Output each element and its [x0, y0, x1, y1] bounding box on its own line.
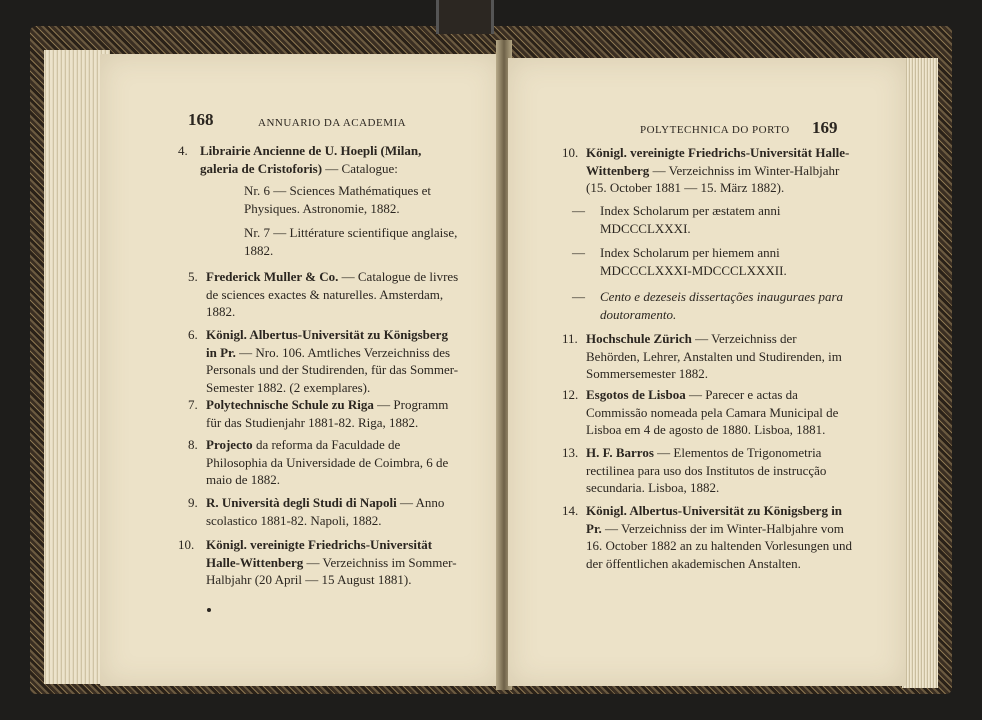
- catalog-entry: 5. Frederick Muller & Co. — Catalogue de livres de sciences exactes & naturelles. Amsterdam, 1882.: [188, 269, 459, 319]
- ink-mark: [207, 608, 211, 612]
- catalog-entry: — Cento e dezeseis dissertações inauguraes para doutoramento.: [572, 289, 844, 322]
- catalog-entry: 11. Hochschule Zürich — Verzeichniss der Behörden, Lehrer, Anstalten und Studirenden, im Sommersemester 1882.: [562, 331, 842, 381]
- page-edges-right: [902, 58, 938, 688]
- catalog-entry: 13. H. F. Barros — Elementos de Trigonometria rectilinea para uso dos Institutos de instrucção secundaria. Lisboa, 1882.: [562, 445, 827, 495]
- left-page: [100, 54, 500, 686]
- catalog-entry: — Index Scholarum per hiemem anni MDCCCLXXXI-MDCCCLXXXII.: [572, 245, 787, 278]
- catalog-entry: 6. Königl. Albertus-Universität zu Königsberg in Pr. — Nro. 106. Amtliches Verzeichniss des Personals und der Studirenden, für das Sommer-Semester 1882. (2 exemplares).: [188, 327, 459, 395]
- catalog-entry: 7. Polytechnische Schule zu Riga — Programm für das Studienjahr 1881-82. Riga, 1882.: [188, 397, 449, 430]
- catalog-entry: 14. Königl. Albertus-Universität zu Königsberg in Pr. — Verzeichniss der im Winter-Halbjahre vom 16. October 1882 an zu haltenden Vorlesungen und der öffentlichen akademischen Anstalten.: [562, 503, 852, 571]
- catalog-subentry: Nr. 6 — Sciences Mathématiques et Physiques. Astronomie, 1882.: [244, 183, 432, 216]
- book-spine: [436, 0, 494, 34]
- catalog-entry: 8. Projecto da reforma da Faculdade de Philosophia da Universidade de Coimbra, 6 de maio de 1882.: [188, 437, 449, 487]
- running-head: POLYTECHNICA DO PORTO: [640, 124, 790, 136]
- catalog-entry: 10. Königl. vereinigte Friedrichs-Universität Halle-Wittenberg — Verzeichniss im Winter-Halbjahr (15. October 1881 — 15. März 1882).: [562, 145, 850, 195]
- page-number: 169: [812, 118, 838, 137]
- catalog-entry: 9. R. Università degli Studi di Napoli — Anno scolastico 1881-82. Napoli, 1882.: [188, 495, 445, 528]
- catalog-entry: 10. Königl. vereinigte Friedrichs-Universität Halle-Wittenberg — Verzeichniss im Sommer-Halbjahr (20 April — 15 August 1881).: [178, 537, 457, 587]
- catalog-subentry: Nr. 7 — Littérature scientifique anglaise, 1882.: [244, 225, 458, 258]
- catalog-entry: 12. Esgotos de Lisboa — Parecer e actas da Commissão nomeada pela Camara Municipal de Lisboa em 4 de agosto de 1880. Lisboa, 1881.: [562, 387, 839, 437]
- running-head: ANNUARIO DA ACADEMIA: [258, 117, 407, 129]
- catalog-entry: — Index Scholarum per æstatem anni MDCCCLXXXI.: [572, 203, 781, 236]
- catalog-entry: 4. Librairie Ancienne de U. Hoepli (Milan, galeria de Cristoforis) — Catalogue:: [178, 143, 422, 176]
- page-number: 168: [188, 110, 214, 129]
- right-page: [508, 58, 906, 686]
